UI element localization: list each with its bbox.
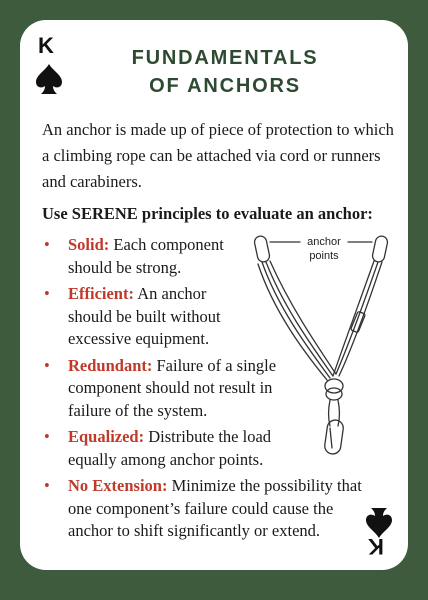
- principle-term: Redundant:: [68, 355, 153, 375]
- intro-text: An anchor is made up of piece of protection to which a climbing rope can be attached via cord or runners and carabiners.: [42, 120, 394, 191]
- principle-text: Failure of a single component should not result in failure of the system.: [68, 355, 277, 420]
- diagram-label-line-1: anchor: [307, 236, 341, 248]
- rank-bottom-right: K: [368, 534, 384, 559]
- principle-text: An anchor should be built without excessive equipment.: [68, 284, 221, 348]
- title-line-1: FUNDAMENTALS: [131, 47, 319, 69]
- principle-text: Each component should be strong.: [68, 235, 224, 277]
- principle-term: Solid:: [68, 235, 110, 254]
- principle-term: Equalized:: [68, 427, 145, 446]
- diagram-label-line-2: points: [309, 250, 339, 262]
- list-item: [42, 283, 246, 351]
- rank-top-left: K: [38, 33, 54, 58]
- principle-term: No Extension:: [68, 476, 168, 495]
- principle-term: Efficient:: [68, 284, 134, 303]
- spade-icon: [34, 63, 64, 95]
- list-item: [42, 475, 382, 543]
- title-line-2: OF ANCHORS: [149, 75, 301, 97]
- anchor-diagram: [248, 228, 398, 468]
- list-item: [42, 234, 246, 279]
- playing-card: [20, 20, 408, 570]
- principle-text: Distribute the load equally among anchor points.: [68, 427, 272, 469]
- card-title: [80, 44, 370, 100]
- principles-heading: Use SERENE principles to evaluate an anchor:: [42, 204, 373, 223]
- principle-text: Minimize the possibility that one component’s failure could cause the anchor to shift significantly or extend.: [68, 476, 362, 540]
